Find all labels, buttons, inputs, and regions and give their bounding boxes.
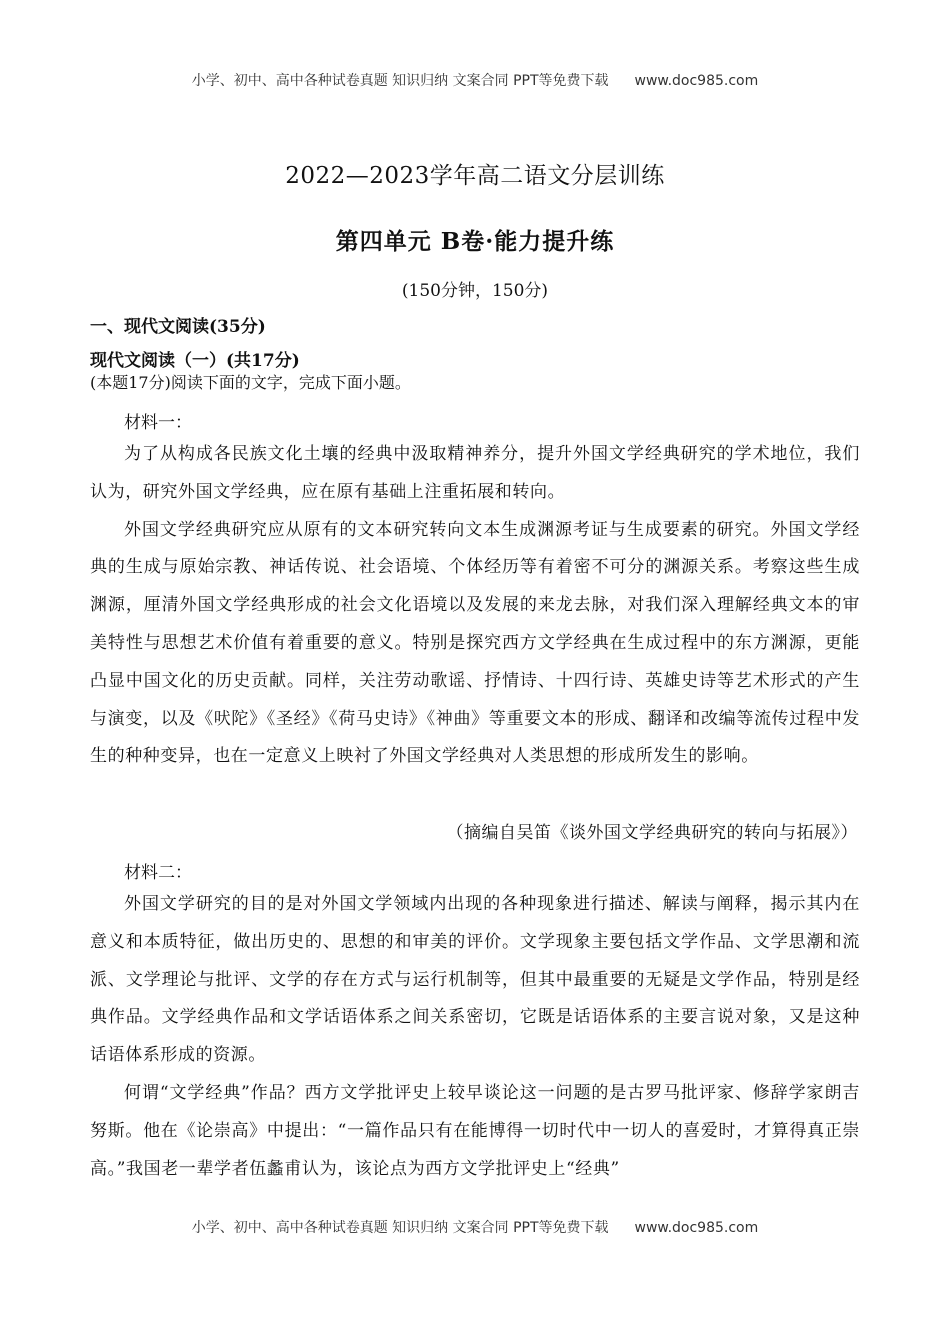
instruction-text: (本题17分)阅读下面的文字，完成下面小题。 (90, 373, 411, 392)
page-footer (0, 1217, 950, 1237)
material2-label: 材料二： (124, 863, 192, 883)
material2-body (90, 886, 860, 1188)
subsection-heading: 现代文阅读（一）(共17分) (90, 351, 300, 371)
header-text: 小学、初中、高中各种试卷真题 知识归纳 文案合同 PPT等免费下载 (191, 73, 609, 89)
time-score: (150分钟，150分) (401, 281, 549, 301)
document-subtitle: 第四单元 B卷·能力提升练 (335, 228, 615, 255)
paragraph: 外国文学经典研究应从原有的文本研究转向文本生成渊源考证与生成要素的研究。外国文学经典的生成与原始宗教、神话传说、社会语境、个体经历等有着密不可分的渊源关系。考察这些生成渊源，厘清外国文学经典形成的社会文化语境以及发展的来龙去脉，对我们深入理解经典文本的审美特性与思想艺术价值有着重要的意义。特别是探究西方文学经典在生成过程中的东方渊源，更能凸显中国文化的历史贡献。同样，关注劳动歌谣、抒情诗、十四行诗、英雄史诗等艺术形式的产生与演变，以及《吠陀》《圣经》《荷马史诗》《神曲》等重要文本的形成、翻译和改编等流传过程中发生的种种变异，也在一定意义上映衬了外国文学经典对人类思想的形成所发生的影响。 (90, 519, 860, 767)
material1-label: 材料一： (124, 413, 192, 433)
paragraph: 外国文学研究的目的是对外国文学领域内出现的各种现象进行描述、解读与阐释，揭示其内在意义和本质特征，做出历史的、思想的和审美的评价。文学现象主要包括文学作品、文学思潮和流派、文学理论与批评、文学的存在方式与运行机制等，但其中最重要的无疑是文学作品，特别是经典作品。文学经典作品和文学话语体系之间关系密切，它既是话语体系的主要言说对象，又是这种话语体系形成的资源。 (90, 894, 860, 1066)
footer-text: 小学、初中、高中各种试卷真题 知识归纳 文案合同 PPT等免费下载 (191, 1220, 609, 1236)
document-title: 2022—2023学年高二语文分层训练 (285, 163, 665, 189)
paragraph: 何谓“文学经典”作品？西方文学批评史上较早谈论这一问题的是古罗马批评家、修辞学家朗吉努斯。他在《论崇高》中提出：“一篇作品只有在能博得一切时代中一切人的喜爱时，才算得真正崇高。”我国老一辈学者伍蠡甫认为，该论点为西方文学批评史上“经典” (90, 1082, 860, 1179)
header-site-link[interactable]: www.doc985.com (634, 73, 759, 89)
material1-body (90, 436, 860, 776)
page-header (0, 70, 950, 90)
footer-site-link[interactable]: www.doc985.com (634, 1220, 759, 1236)
material1-source: （摘编自吴笛《谈外国文学经典研究的转向与拓展》） (446, 823, 858, 843)
paragraph: 为了从构成各民族文化土壤的经典中汲取精神养分，提升外国文学经典研究的学术地位，我们认为，研究外国文学经典，应在原有基础上注重拓展和转向。 (90, 444, 860, 502)
section-heading: 一、现代文阅读(35分) (90, 317, 266, 337)
